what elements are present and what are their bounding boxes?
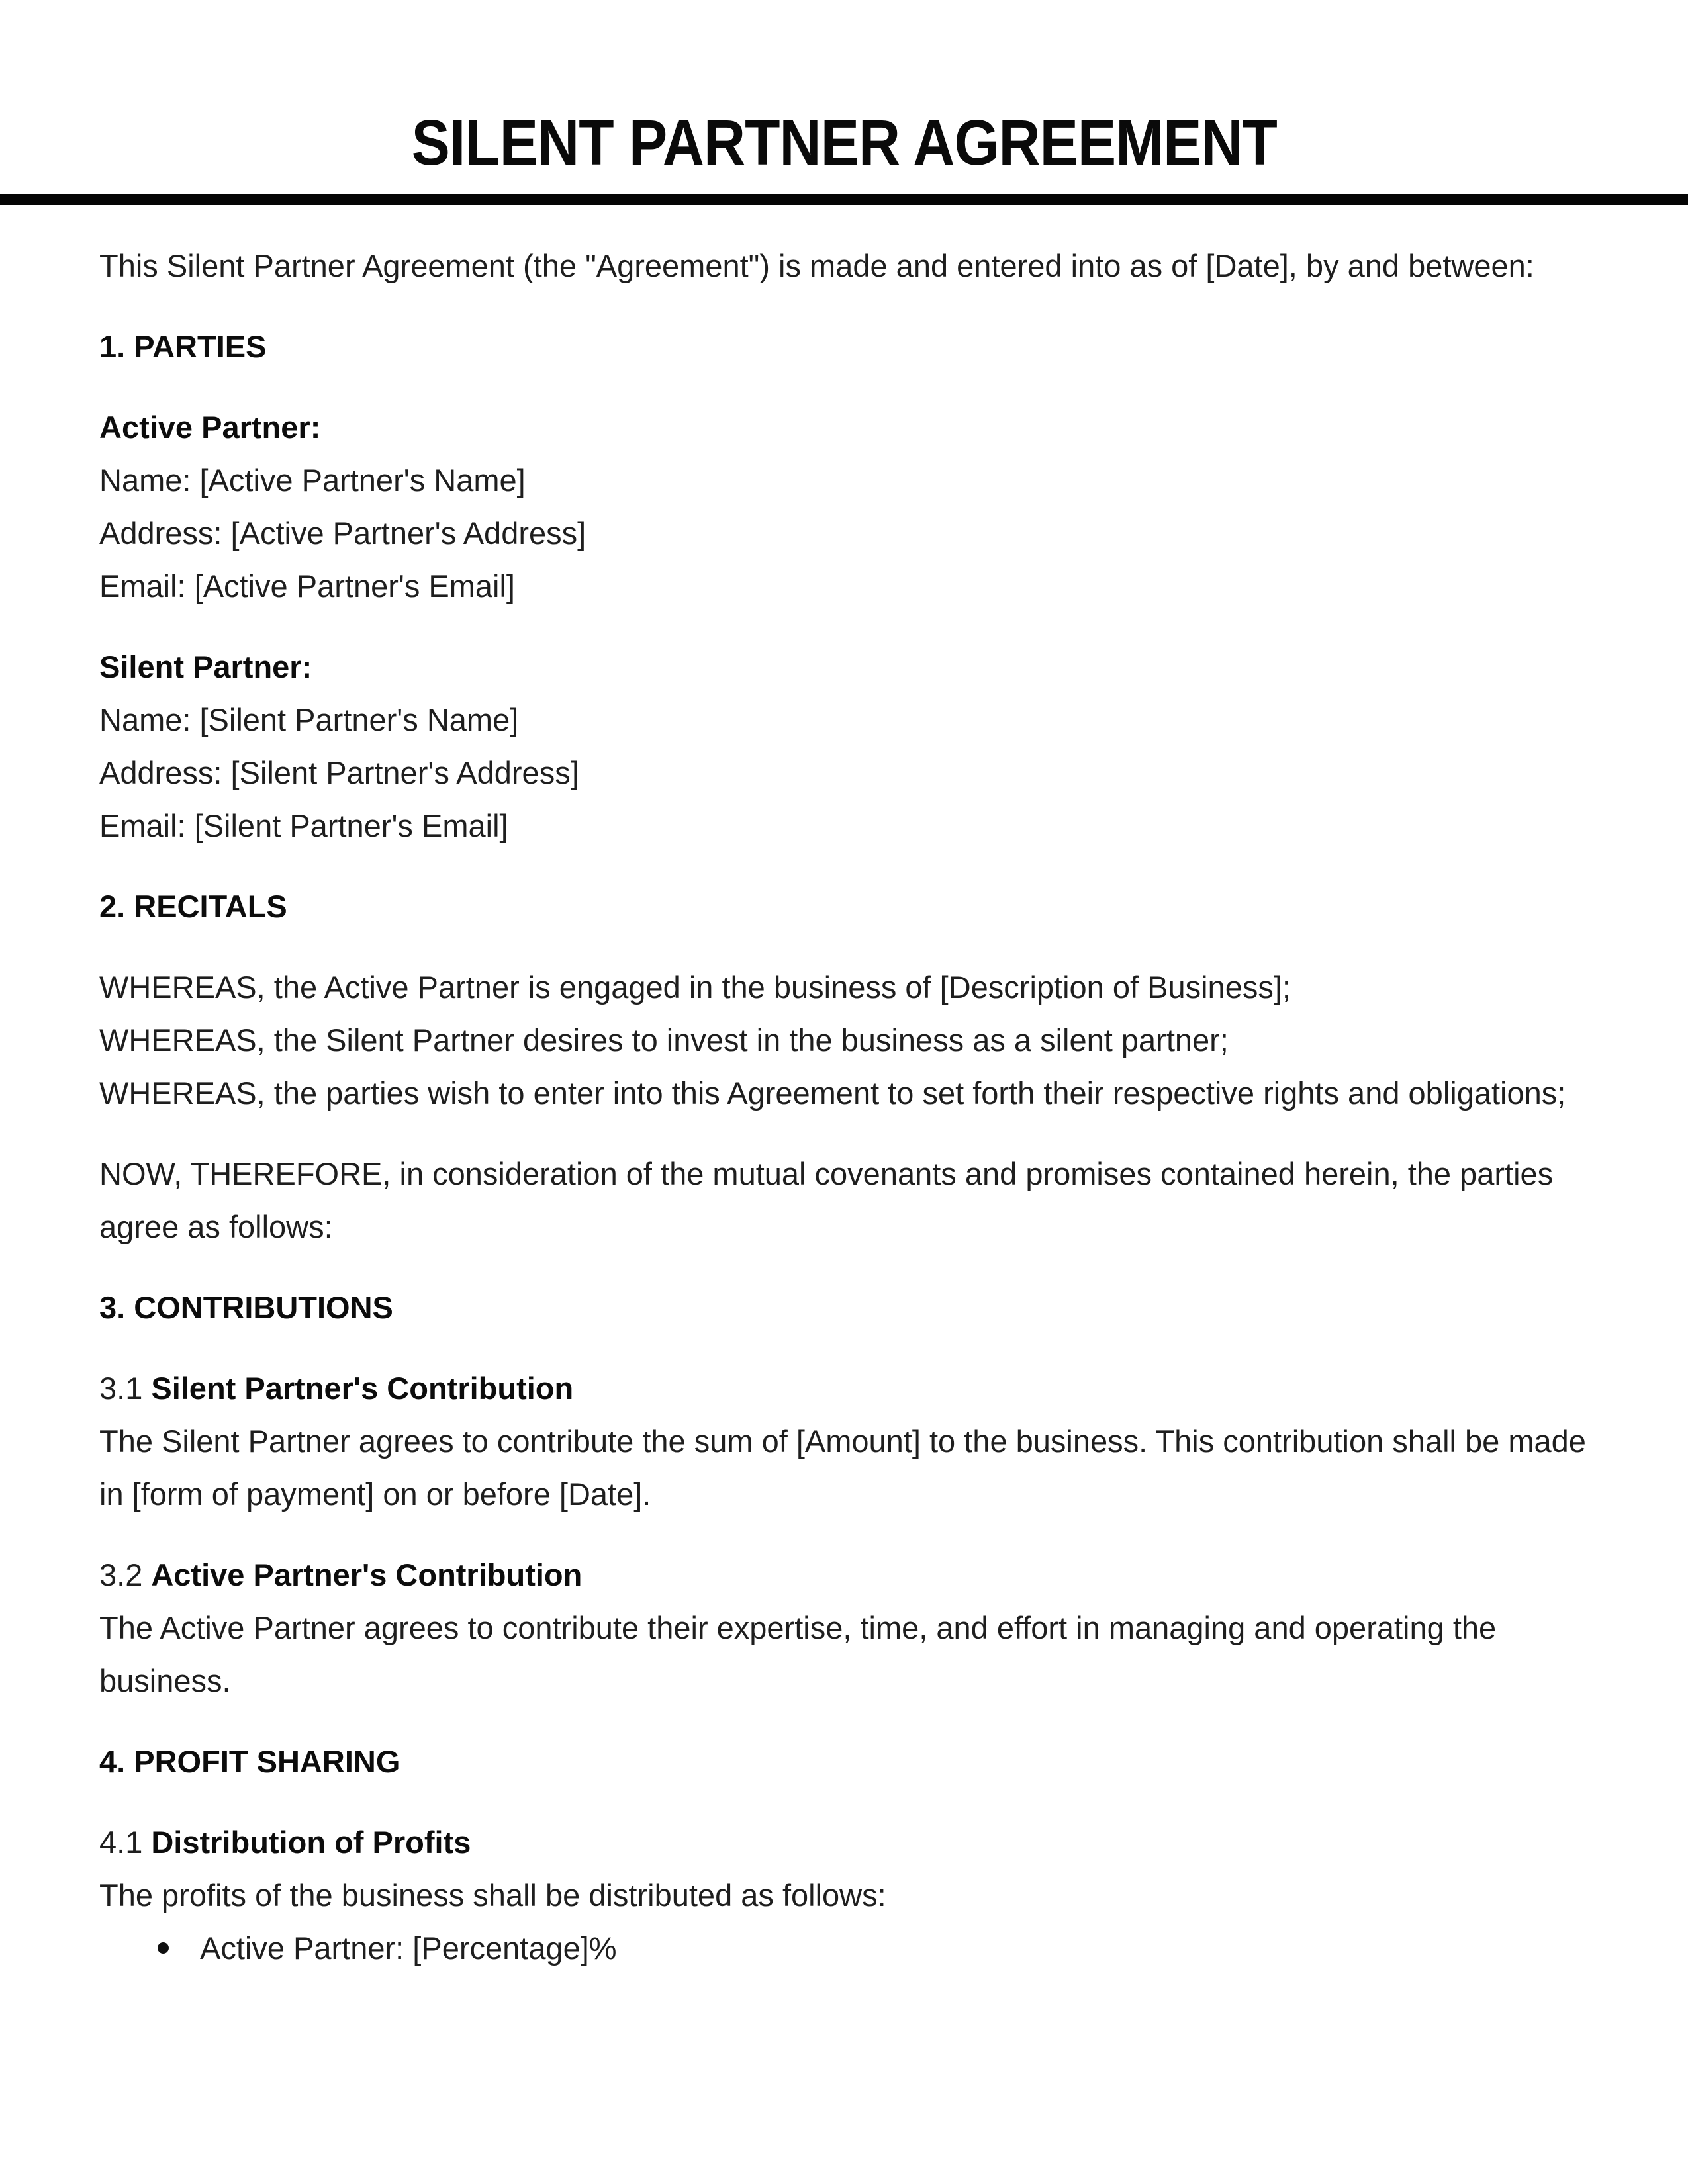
document-title-text: SILENT PARTNER AGREEMENT (411, 107, 1277, 179)
subsection-3-2-title: Active Partner's Contribution (151, 1557, 583, 1592)
subsection-3-2 (99, 1549, 1589, 1707)
document-body (99, 240, 1589, 2003)
active-partner-block (99, 401, 1589, 613)
subsection-4-1-title: Distribution of Profits (151, 1825, 471, 1860)
whereas-block (99, 961, 1589, 1120)
whereas-clause-1: WHEREAS, the Active Partner is engaged in the business of [Description of Business]; (99, 970, 1291, 1005)
silent-partner-name: Name: [Silent Partner's Name] (99, 702, 519, 737)
document-title (0, 106, 1688, 180)
subsection-4-1-body: The profits of the business shall be distributed as follows: (99, 1878, 886, 1913)
whereas-clause-3: WHEREAS, the parties wish to enter into this Agreement to set forth their respective rights and obligations; (99, 1075, 1566, 1111)
profit-distribution-list (99, 1922, 1589, 1975)
subsection-3-2-body: The Active Partner agrees to contribute their expertise, time, and effort in managing and operating the business. (99, 1610, 1497, 1698)
subsection-3-1-body: The Silent Partner agrees to contribute the sum of [Amount] to the business. This contribution shall be made in [form of payment] on or before [Date]. (99, 1424, 1586, 1512)
subsection-3-1-title: Silent Partner's Contribution (151, 1371, 574, 1406)
silent-partner-email: Email: [Silent Partner's Email] (99, 808, 508, 843)
subsection-3-1 (99, 1362, 1589, 1521)
section-heading-profit-sharing: 4. PROFIT SHARING (99, 1744, 400, 1779)
subsection-3-2-heading (99, 1549, 1589, 1602)
active-partner-name: Name: [Active Partner's Name] (99, 463, 526, 498)
subsection-3-2-number: 3.2 (99, 1557, 143, 1592)
subsection-3-1-heading (99, 1362, 1589, 1415)
subsection-4-1 (99, 1816, 1589, 1975)
whereas-clause-2: WHEREAS, the Silent Partner desires to invest in the business as a silent partner; (99, 1023, 1229, 1058)
title-divider-rule (0, 194, 1688, 205)
list-item: Active Partner: [Percentage]% (200, 1922, 1589, 1975)
silent-partner-label: Silent Partner: (99, 649, 312, 684)
subsection-4-1-number: 4.1 (99, 1825, 143, 1860)
now-therefore-paragraph: NOW, THEREFORE, in consideration of the mutual covenants and promises contained herein, the parties agree as follows: (99, 1156, 1554, 1244)
silent-partner-address: Address: [Silent Partner's Address] (99, 755, 579, 790)
section-heading-parties: 1. PARTIES (99, 329, 267, 364)
subsection-4-1-heading (99, 1816, 1589, 1869)
active-partner-label: Active Partner: (99, 410, 321, 445)
intro-paragraph: This Silent Partner Agreement (the "Agreement") is made and entered into as of [Date], by and between: (99, 248, 1534, 283)
silent-partner-block (99, 641, 1589, 852)
active-partner-address: Address: [Active Partner's Address] (99, 516, 586, 551)
section-heading-recitals: 2. RECITALS (99, 889, 287, 924)
section-heading-contributions: 3. CONTRIBUTIONS (99, 1290, 393, 1325)
subsection-3-1-number: 3.1 (99, 1371, 143, 1406)
active-partner-email: Email: [Active Partner's Email] (99, 569, 515, 604)
